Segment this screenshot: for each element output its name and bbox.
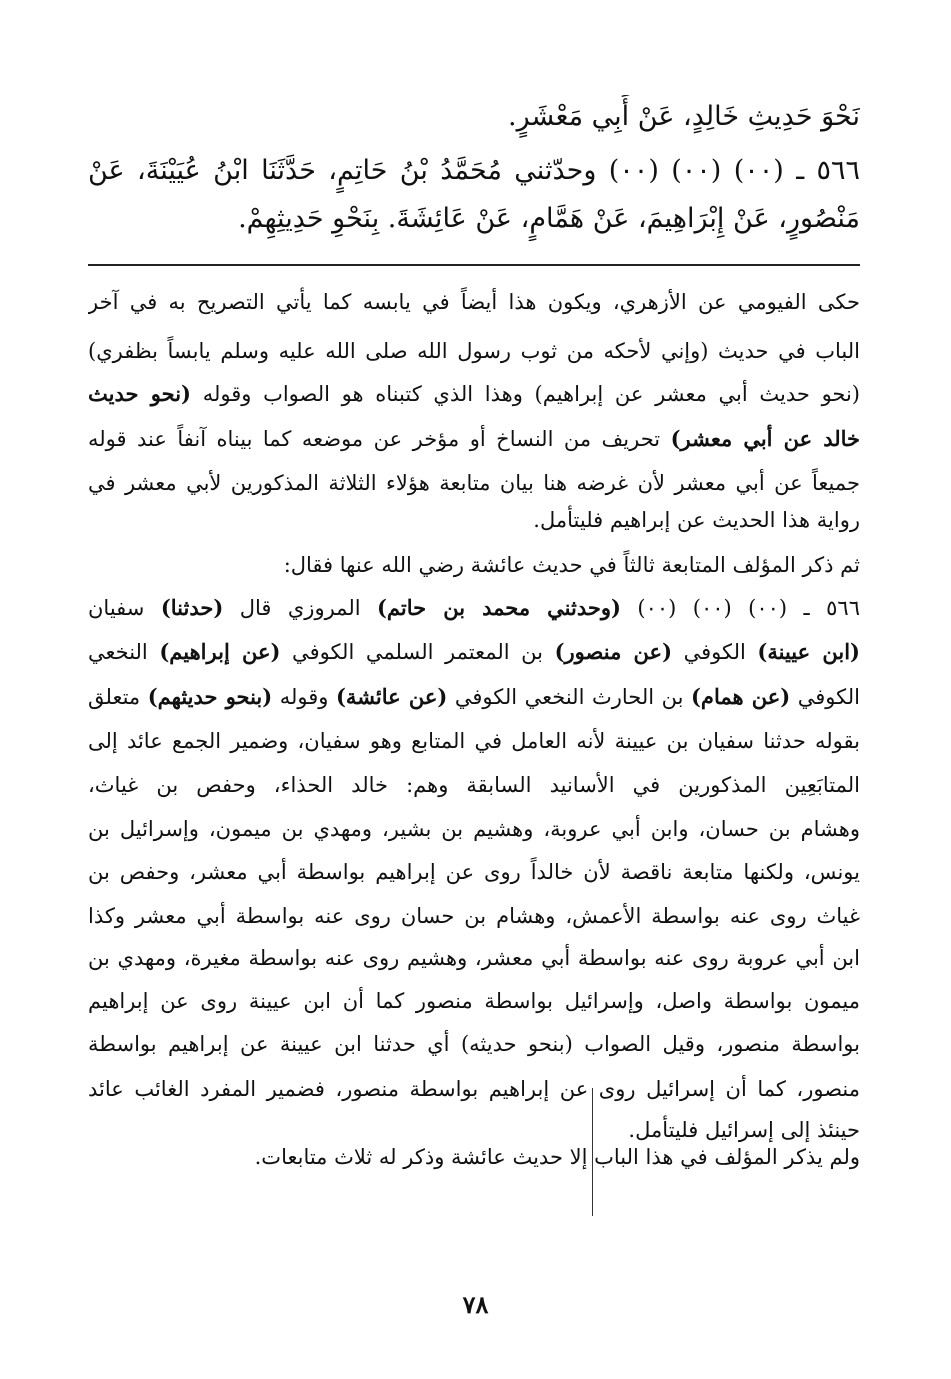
commentary-text: المروزي قال [223,596,377,620]
commentary-text: النخعي [88,640,160,664]
commentary-line [88,677,860,717]
commentary-text: ثم ذكر المؤلف المتابعة ثالثاً في حديث عائشة رضي الله عنها فقال: [283,553,860,577]
commentary-text: ميمون بواسطة واصل، وإسرائيل بواسطة منصور كما أن ابن عيينة روى عن إبراهيم [88,989,860,1013]
bold-quoted-text: (نحو حديث [88,381,191,406]
hadith-line: ٥٦٦ ـ (٠٠) (٠٠) (٠٠) وحدّثني مُحَمَّدُ بْنُ حَاتِمٍ، حَدَّثَنَا ابْنُ عُيَيْنَةَ، عَنْ [88,155,860,186]
commentary-text: الكوفي [672,640,758,664]
commentary-text: بقوله حدثنا سفيان بن عيينة لأنه العامل في المتابع وهو سفيان، وضمير الجمع عائد إلى [88,729,860,753]
commentary-line [88,1069,860,1109]
commentary-line [88,331,860,371]
commentary-text: سفيان [88,596,161,620]
scan-margin-mark [592,1088,593,1216]
commentary-text: ولم يذكر المؤلف في هذا الباب إلا حديث عائشة وذكر له ثلاث متابعات. [254,1145,860,1169]
bold-quoted-text: (ابن عيينة) [757,639,860,664]
commentary-text: غياث روى عنه بواسطة الأعمش، وهشام بن حسان روى عنه بواسطة أبي معشر وكذا [88,904,860,928]
commentary-line [88,282,860,322]
bold-quoted-text: (حدثنا) [160,595,224,620]
bold-quoted-text: (عن إبراهيم) [159,639,281,664]
bold-quoted-text: (وحدثني محمد بن حاتم) [377,595,621,620]
commentary-text: منصور، كما أن إسرائيل روى عن إبراهيم بواسطة منصور، فضمير المفرد الغائب عائد [88,1077,860,1101]
commentary-text: رواية هذا الحديث عن إبراهيم فليتأمل. [533,508,860,532]
page-number: ٧٨ [462,1290,489,1319]
commentary-text: الباب في حديث (وإني لأحكه من ثوب رسول الله صلى الله عليه وسلم يابساً بظفري) [88,339,860,363]
commentary-line [88,374,860,414]
bold-quoted-text: (عن همام) [691,684,791,709]
separator-rule [88,264,860,266]
commentary-line [88,852,860,892]
commentary-line [88,809,860,849]
bold-quoted-text: (عن منصور) [554,639,673,664]
commentary-text: بواسطة منصور، وقيل الصواب (بنحو حديثه) أي حدثنا ابن عيينة عن إبراهيم بواسطة [88,1032,860,1056]
bold-quoted-text: خالد عن أبي معشر) [670,426,860,451]
bold-quoted-text: (بنحو حديثهم) [147,684,273,709]
commentary-text: متعلق [88,685,148,709]
commentary-line [88,1024,860,1064]
commentary-text: يونس، ولكنها متابعة ناقصة لأن خالداً روى عن إبراهيم بواسطة أبي معشر، وحفص بن [88,860,860,884]
commentary-line [88,588,860,628]
commentary-text: ٥٦٦ ـ (٠٠) (٠٠) (٠٠) [620,596,860,620]
commentary-text: ابن أبي عروبة روى عنه بواسطة أبي معشر، وهشيم روى عنه بواسطة مغيرة، ومهدي بن [88,946,860,970]
commentary-text: وهشام بن حسان، وابن أبي عروبة، وهشيم بن بشير، ومهدي بن ميمون، وإسرائيل بن [88,817,860,841]
commentary-line [88,765,860,805]
commentary-text: جميعاً عن أبي معشر لأن غرضه هنا بيان متابعة هؤلاء الثلاثة المذكورين لأبي معشر في [88,471,860,495]
bold-quoted-text: (عن عائشة) [336,684,448,709]
commentary-text: بن الحارث النخعي الكوفي [447,685,691,709]
commentary-line [88,981,860,1021]
commentary-text: وقوله [272,685,336,709]
commentary-line [88,721,860,761]
commentary-line [140,1137,860,1177]
commentary-line [88,463,860,503]
commentary-line [88,938,860,978]
commentary-line [88,632,860,672]
commentary-line [88,419,860,459]
commentary-text: الكوفي [790,685,860,709]
commentary-text: تحريف من النساخ أو مؤخر عن موضعه كما بيناه آنفاً عند قوله [88,427,671,451]
commentary-text: (نحو حديث أبي معشر عن إبراهيم) وهذا الذي كتبناه هو الصواب وقوله [191,382,860,406]
commentary-text: المتابَعِين المذكورين في الأسانيد السابقة وهم: خالد الحذاء، وحفص بن غياث، [88,773,860,797]
commentary-line [88,896,860,936]
commentary-line [88,500,860,540]
commentary-text: حكى الفيومي عن الأزهري، ويكون هذا أيضاً في يابسه كما يأتي التصريح به في آخر [88,290,860,314]
hadith-line: نَحْوَ حَدِيثِ خَالِدٍ، عَنْ أَبِي مَعْشَرٍ. [508,101,860,132]
commentary-text: حينئذ إلى إسرائيل فليتأمل. [628,1118,860,1142]
commentary-line [140,545,860,585]
commentary-text: بن المعتمر السلمي الكوفي [280,640,555,664]
hadith-line: مَنْصُورٍ، عَنْ إِبْرَاهِيمَ، عَنْ هَمَّامٍ، عَنْ عَائِشَةَ. بِنَحْوِ حَدِيثِهِمْ. [238,203,860,234]
